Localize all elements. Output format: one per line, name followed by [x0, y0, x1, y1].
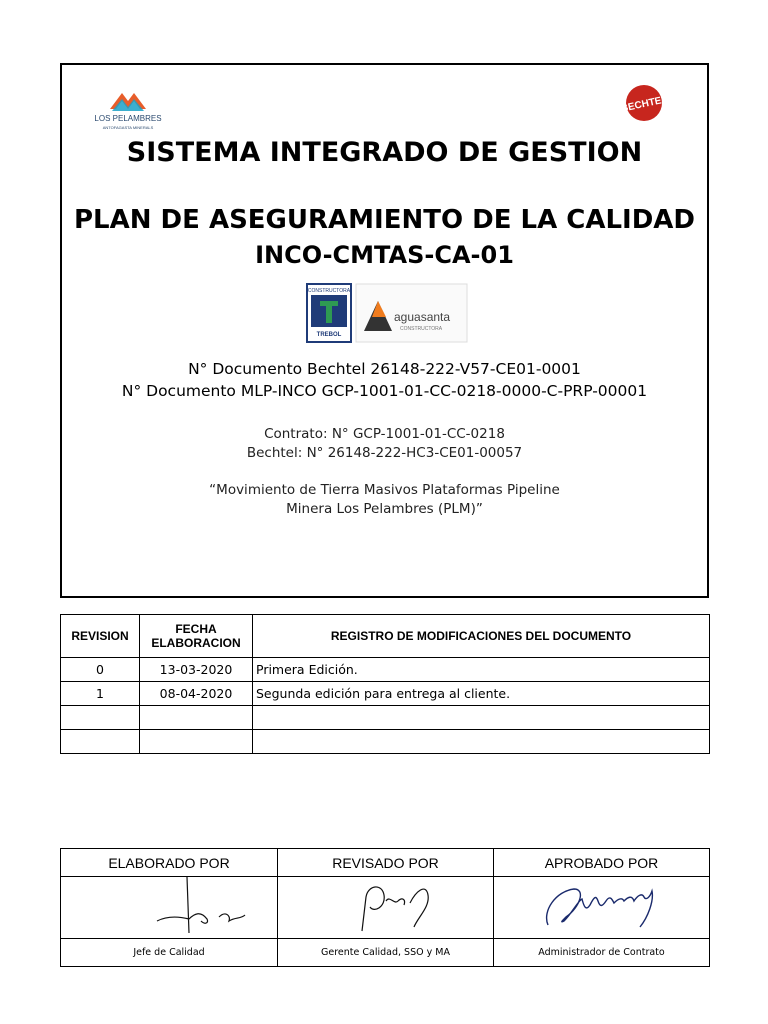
prepared-role: Jefe de Calidad	[61, 939, 278, 967]
revision-number: 1	[61, 682, 140, 706]
bechtel-logo	[603, 79, 685, 131]
revision-date	[140, 730, 253, 754]
approved-signature-cell	[494, 877, 710, 939]
signature-table	[60, 848, 710, 967]
revision-date	[140, 706, 253, 730]
revision-description: Primera Edición.	[253, 658, 710, 682]
logo-left-sub: ANTOFAGASTA MINERALS	[102, 125, 154, 130]
revision-description	[253, 730, 710, 754]
trebol-sub: TREBOL	[316, 332, 342, 338]
project-name-line-2: Minera Los Pelambres (PLM)”	[286, 501, 483, 517]
reviewed-signature-cell	[278, 877, 494, 939]
signature-header-row	[61, 849, 710, 877]
revision-description: Segunda edición para entrega al cliente.	[253, 682, 710, 706]
reviewed-by-header: REVISADO POR	[278, 849, 494, 877]
aguasanta-name: aguasanta	[394, 310, 451, 324]
project-name-line-1: “Movimiento de Tierra Masivos Plataformas Pipeline	[209, 482, 560, 498]
system-title: SISTEMA INTEGRADO DE GESTION	[126, 137, 643, 168]
contract-number: Contrato: N° GCP-1001-01-CC-0218	[264, 426, 505, 442]
contractor-logos	[306, 283, 468, 345]
revision-header: REVISION	[61, 615, 140, 658]
table-row	[61, 658, 710, 682]
table-row	[61, 682, 710, 706]
mlp-document-number: N° Documento MLP-INCO GCP-1001-01-CC-0218-0000-C-PRP-00001	[121, 382, 648, 400]
prepared-by-header: ELABORADO POR	[61, 849, 278, 877]
reviewed-role: Gerente Calidad, SSO y MA	[278, 939, 494, 967]
logo-right-name: BECHTEL	[620, 94, 669, 115]
trebol-name: CONSTRUCTORA	[307, 288, 351, 294]
changes-header: REGISTRO DE MODIFICACIONES DEL DOCUMENTO	[253, 615, 710, 658]
date-header: FECHA ELABORACION	[140, 615, 253, 658]
document-code: INCO-CMTAS-CA-01	[255, 241, 514, 269]
revision-number: 0	[61, 658, 140, 682]
table-row	[61, 706, 710, 730]
prepared-signature	[69, 877, 269, 933]
aguasanta-sub: CONSTRUCTORA	[400, 326, 443, 332]
plan-title: PLAN DE ASEGURAMIENTO DE LA CALIDAD	[74, 205, 695, 235]
prepared-signature-cell	[61, 877, 278, 939]
approved-signature	[502, 877, 702, 933]
los-pelambres-logo	[82, 79, 174, 131]
revision-header-row	[61, 615, 710, 658]
reviewed-signature	[286, 877, 486, 933]
table-row	[61, 730, 710, 754]
revision-number	[61, 706, 140, 730]
bechtel-document-number: N° Documento Bechtel 26148-222-V57-CE01-0001	[188, 360, 581, 378]
revision-description	[253, 706, 710, 730]
signature-role-row	[61, 939, 710, 967]
revision-number	[61, 730, 140, 754]
revision-date: 08-04-2020	[140, 682, 253, 706]
approved-by-header: APROBADO POR	[494, 849, 710, 877]
cover-page-box	[60, 63, 709, 598]
approved-role: Administrador de Contrato	[494, 939, 710, 967]
logo-left-name: LOS PELAMBRES	[94, 114, 162, 123]
signature-space-row	[61, 877, 710, 939]
revision-date: 13-03-2020	[140, 658, 253, 682]
bechtel-reference: Bechtel: N° 26148-222-HC3-CE01-00057	[246, 445, 523, 461]
revision-table	[60, 614, 710, 754]
